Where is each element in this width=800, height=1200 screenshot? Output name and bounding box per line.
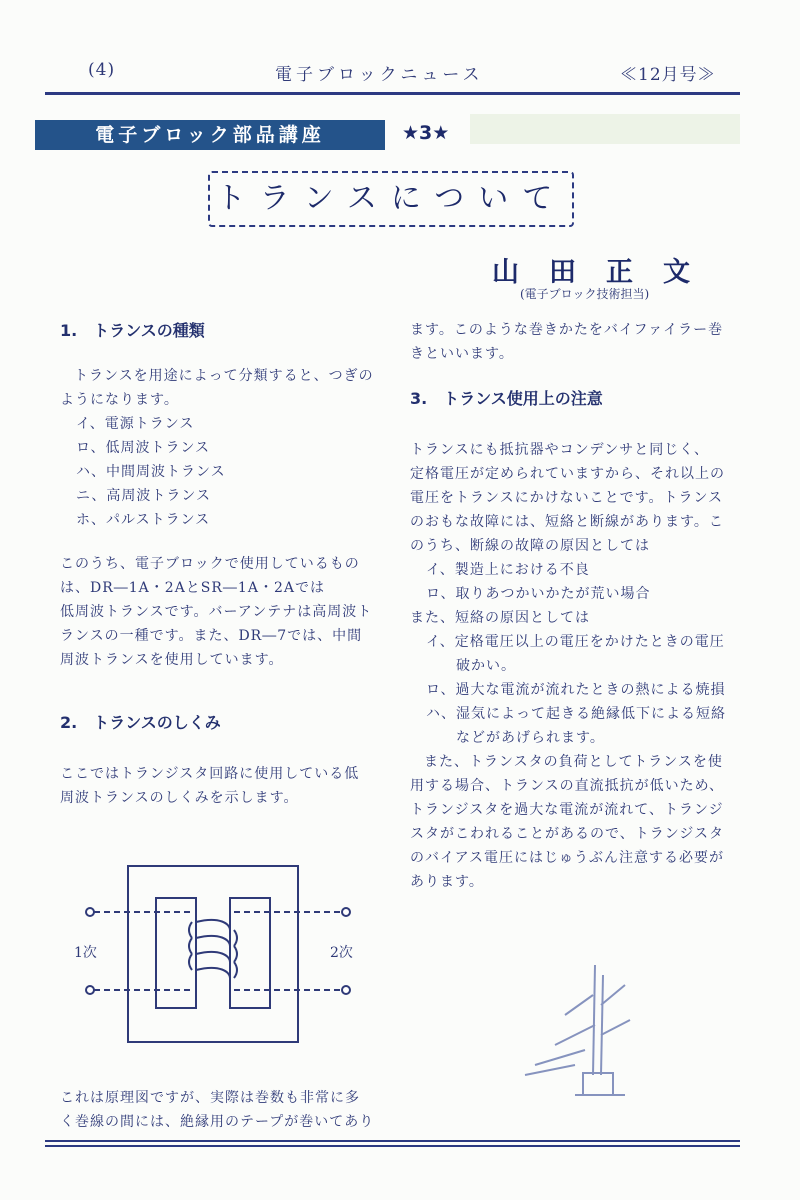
page-number: (4) bbox=[88, 60, 116, 80]
header-rule bbox=[45, 92, 740, 95]
section3-paragraph1: トランスにも抵抗器やコンデンサと同じく、 定格電圧が定められていますから、それ以上の 電圧をトランスにかけないことです。トランス のおもな故障には、短絡と断線があります。こ のうち、断線の故障の原因としては bbox=[410, 442, 725, 554]
series-number: ★3★ bbox=[402, 122, 450, 144]
section2-heading: 2. トランスのしくみ bbox=[60, 713, 221, 732]
terminal-2b bbox=[342, 986, 350, 994]
plant-sketch bbox=[515, 955, 645, 1105]
type-item-5: ホ、パルストランス bbox=[76, 512, 211, 528]
core-frame bbox=[128, 866, 298, 1042]
article-title: トランスについて bbox=[208, 171, 574, 227]
section3-heading: 3. トランス使用上の注意 bbox=[410, 389, 603, 408]
primary-core bbox=[156, 898, 196, 1008]
transformer-diagram bbox=[80, 860, 370, 1050]
lead-wires bbox=[94, 912, 342, 990]
short-intro: また、短絡の原因としては bbox=[410, 610, 590, 626]
break-cause-1: イ、製造上における不良 bbox=[426, 562, 590, 578]
break-cause-2: ロ、取りあつかいかたが荒い場合 bbox=[426, 586, 651, 602]
type-item-4: ニ、高周波トランス bbox=[76, 488, 211, 504]
type-item-3: ハ、中間周波トランス bbox=[76, 464, 226, 480]
issue-label: ≪12月号≫ bbox=[620, 65, 716, 85]
section2-paragraph: ここではトランジスタ回路に使用している低 周波トランスのしくみを示します。 bbox=[60, 766, 360, 806]
terminal-1b bbox=[86, 986, 94, 994]
author-affiliation: (電子ブロック技術担当) bbox=[520, 287, 650, 301]
newsletter-title: 電子ブロックニュース bbox=[275, 65, 484, 85]
terminal-2a bbox=[342, 908, 350, 916]
author-name: 山田正文 bbox=[492, 257, 720, 288]
type-item-1: イ、電源トランス bbox=[76, 416, 195, 432]
footer-rule-2 bbox=[45, 1145, 740, 1147]
type-item-2: ロ、低周波トランス bbox=[76, 440, 211, 456]
section1-intro: トランスを用途によって分類すると、つぎの ようになります。 bbox=[60, 368, 374, 408]
series-band: 電子ブロック部品講座 bbox=[35, 120, 385, 150]
terminal-1a bbox=[86, 908, 94, 916]
short-cause-1: イ、定格電圧以上の電圧をかけたときの電圧 破かい。 bbox=[426, 634, 725, 674]
primary-label: 1次 bbox=[74, 945, 97, 961]
short-cause-2: ロ、過大な電流が流れたときの熱による焼損 bbox=[426, 682, 726, 698]
print-smudge bbox=[470, 114, 740, 144]
secondary-label: 2次 bbox=[330, 945, 353, 961]
section2-after: これは原理図ですが、実際は巻数も非常に多 く巻線の間には、絶縁用のテープが巻いてあり bbox=[60, 1090, 375, 1130]
footer-rule-1 bbox=[45, 1140, 740, 1142]
section3-paragraph2: また、トランスタの負荷としてトランスを使 用する場合、トランスの直流抵抗が低いため、 トランジスタを過大な電流が流れて、トランジ スタがこわれることがあるので、トランジスタ のバイアス電圧にはじゅうぶん注意する必要が あります。 bbox=[410, 754, 725, 890]
section1-paragraph: このうち、電子ブロックで使用しているもの は、DR―1A・2AとSR―1A・2Aでは 低周波トランスです。バーアンテナは高周波ト ランスの一種です。また、DR―7では、中間 周波トランスを使用しています。 bbox=[60, 556, 373, 668]
short-cause-3: ハ、湿気によって起きる絶縁低下による短絡 などがあげられます。 bbox=[426, 706, 726, 746]
section1-heading: 1. トランスの種類 bbox=[60, 321, 205, 340]
column2-continuation: ます。このような巻きかたをバイファイラー巻 きといいます。 bbox=[410, 322, 724, 362]
